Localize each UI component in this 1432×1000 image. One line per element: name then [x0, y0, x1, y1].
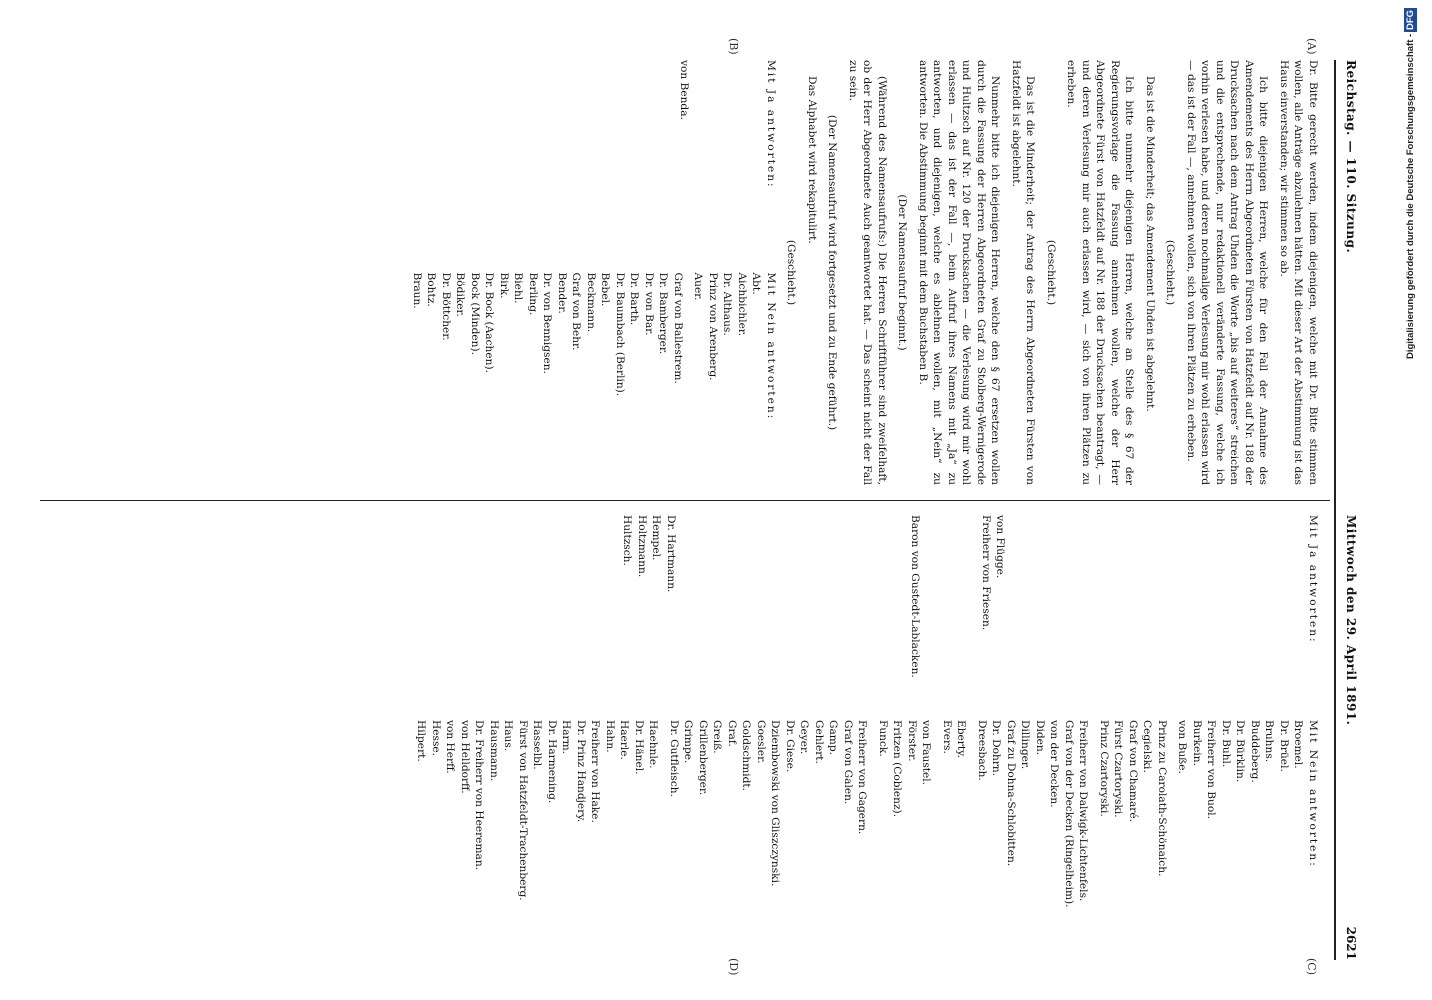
list-item: Dr. Althaus.	[721, 272, 734, 336]
margin-letter-b: (B)	[727, 38, 740, 55]
list-item: von Herff.	[444, 720, 457, 774]
list-item: Goesler.	[755, 720, 767, 764]
paragraph: Dr. Bitte gerecht werden, indem diejenigen, welche mit Dr. Bitte stimmen wollen, alle Anträge abzulehnen hätten. Mit dieser Art der Abstimmung ist das Haus einverstanden; wir stimmen so ab.	[1278, 60, 1319, 485]
page-header	[1324, 60, 1372, 960]
stage-note: (Geschieht.)	[785, 239, 798, 306]
list-item: Birk.	[498, 272, 510, 299]
header-date: Mittwoch den 29. April 1891.	[1344, 515, 1358, 726]
list-item: Grillenberger.	[697, 720, 709, 796]
right-column	[414, 515, 1320, 955]
list-item: Freiherr von Buol.	[1205, 720, 1218, 819]
ja-list	[410, 60, 779, 273]
list-item: Freiherr von Hake.	[589, 720, 602, 823]
paragraph: Das ist die Minderheit; der Antrag des Herrn Abgeordneten Fürsten von Hatzfeldt ist abgelehnt.	[1010, 60, 1037, 485]
list-item: Funck.	[877, 720, 889, 757]
list-item: von Benda.	[678, 60, 691, 120]
list-item: Dr. Barth.	[628, 272, 641, 326]
margin-letter-c: (C)	[1305, 958, 1318, 975]
list-item: Hesse.	[430, 720, 442, 757]
paragraph: Das ist die Minderheit; das Amendement Uhden ist abgelehnt.	[1144, 76, 1156, 412]
list-item: Haerle.	[618, 720, 631, 760]
list-item: Dreesbach.	[976, 720, 988, 781]
list-item: Dr. Böttcher.	[440, 272, 452, 341]
list-item: Graf von Chamaré.	[1127, 720, 1139, 822]
list-item: Graf von Galen.	[842, 720, 854, 805]
stage-note: (Der Namensaufruf wird fortgesetzt und zu Ende geführt.)	[826, 114, 839, 431]
list-item: Hasselbl.	[531, 720, 544, 770]
list-item: Dziembowski von Gliszczynski.	[769, 720, 782, 887]
paragraph: Das Alphabet wird rekapitulirt.	[806, 76, 818, 244]
list-item: Dr. Hartmann.	[665, 515, 677, 593]
list-item: Evers.	[941, 720, 953, 754]
list-item: Dr. Bamberger.	[657, 272, 670, 355]
list-item: Freiherr von Friesen.	[980, 515, 992, 631]
list-item: Dr. Prinz Handjery.	[575, 720, 587, 823]
margin-letter-d: (D)	[727, 958, 740, 976]
credit-text: Digitalisierung gefördert durch die Deutsche Forschungsgemeinschaft -	[1405, 34, 1416, 360]
list-item: Graf von Ballestrem.	[672, 272, 684, 384]
paragraph: (Während des Namensaufrufs:) Die Herren Schriftführer sind zweifelhaft, ob der Herr Abgeordnete Auch geantwortet hat. — Das scheint nicht der Fall zu sein.	[847, 60, 888, 485]
vote-lists	[410, 60, 779, 485]
ja-header: Mit Ja antworten:	[765, 60, 777, 189]
list-item: Hausmann.	[488, 720, 500, 782]
list-item: Gamp.	[827, 720, 840, 755]
header-left: Reichstag. — 110. Sitzung.	[1344, 60, 1358, 254]
list-item: Burkein.	[1191, 720, 1203, 766]
list-item: Bebel.	[599, 272, 612, 307]
vote-lists	[414, 515, 1320, 955]
list-item: Dr. Freiherr von Heereman.	[473, 720, 486, 871]
list-item: Beckmann.	[585, 272, 597, 333]
nein-header: Mit Nein antworten:	[765, 272, 777, 421]
list-item: Prinz zu Carolath-Schönaich.	[1156, 720, 1168, 877]
list-item: Holtzmann.	[636, 515, 648, 578]
list-item: Greiß.	[711, 720, 724, 754]
column-divider	[40, 500, 1330, 501]
list-item: Dr. Gutfleisch.	[668, 720, 680, 797]
list-item: Förster.	[906, 720, 918, 762]
list-item: Hultzsch.	[621, 515, 634, 566]
list-item: Bruhns.	[1263, 720, 1276, 763]
list-item: Geyer.	[798, 720, 811, 755]
list-item: Braun.	[411, 272, 423, 309]
list-item: Goldschmidt.	[740, 720, 753, 792]
list-item: Dr. Brüel.	[1278, 720, 1290, 772]
list-item: Fritzen (Coblenz).	[891, 720, 904, 818]
list-item: Prinz Czartoryski.	[1098, 720, 1110, 817]
credit-strip	[1404, 8, 1426, 992]
list-item: Hahn.	[604, 720, 616, 753]
list-item: Dillinger.	[1019, 720, 1032, 770]
list-item: Graf von Behr.	[570, 272, 583, 351]
list-item: Cegielski.	[1141, 720, 1154, 773]
nein-list	[414, 720, 1320, 955]
nein-header: Mit Nein antworten:	[1307, 720, 1319, 868]
nein-list	[410, 273, 779, 486]
list-item: Abt.	[750, 272, 763, 295]
list-item: Bock (Minden).	[469, 272, 481, 355]
paragraph: Ich bitte nunmehr diejenigen Herren, welche an Stelle des § 67 der Regierungsvorlage die Fassung annehmen wollen, welche der Herr Abgeordnete Fürst von Hatzfeldt auf Nr. 188 der Drucksachen beantragt, — und deren Verlesung mir auch erlassen wird, — sich von ihren Plätzen zu erheben.	[1065, 60, 1136, 485]
list-item: Hempel.	[650, 515, 663, 561]
list-item: Broemel.	[1292, 720, 1305, 769]
margin-letter-a: (A)	[1305, 38, 1318, 55]
list-item: Dr. Hänel.	[633, 720, 645, 775]
list-item: Dr. Giese.	[784, 720, 796, 773]
list-item: Bohtz.	[425, 272, 438, 307]
paragraph: Nunmehr bitte ich diejenigen Herren, welche den § 67 ersetzen wollen durch die Fassung der Herren Abgeordneten Graf zu Stolberg-Wernigerode und Hultzsch auf Nr. 120 der Drucksachen — die Verlesung wird mir wohl erlassen — das ist der Fall —, beim Aufruf ihres Namens mit „Ja“ zu antworten, und diejenigen, welche es ablehnen wollen, mit „Nein“ zu antworten. Die Abstimmung beginnt mit dem Buchstaben B.	[917, 60, 1002, 485]
list-item: Fürst von Hatzfeldt-Trachenberg.	[517, 720, 529, 901]
list-item: Graf zu Dohna-Schlobitten.	[1005, 720, 1017, 867]
list-item: Haehnle.	[647, 720, 660, 769]
list-item: Dr. Harmening.	[546, 720, 558, 804]
list-item: von Faustel.	[920, 720, 933, 786]
list-item: Diden.	[1034, 720, 1046, 756]
list-item: Harm.	[560, 720, 573, 755]
list-item: Dr. Dohrn.	[990, 720, 1003, 777]
list-item: Dr. Baumbach (Berlin).	[614, 272, 626, 397]
list-item: Freiherr von Dalwigk-Lichtenfels.	[1077, 720, 1090, 902]
header-rule	[1334, 60, 1336, 960]
list-item: Dr. von Bennigsen.	[541, 272, 554, 374]
dfg-badge: DFG	[1405, 10, 1416, 31]
list-item: Dr. Buhl.	[1220, 720, 1232, 768]
list-item: Berling.	[527, 272, 539, 316]
list-item: Hilpert.	[415, 720, 428, 762]
stage-note: (Geschieht.)	[1045, 239, 1057, 306]
list-item: Auer.	[692, 272, 705, 301]
page-number: 2621	[1344, 926, 1358, 960]
list-item: von Helldorff.	[459, 720, 471, 794]
ja-header: Mit Ja antworten:	[1307, 515, 1319, 644]
list-item: Dr. Bock (Aachen).	[483, 272, 496, 373]
ja-list	[414, 515, 1320, 720]
list-item: Freiherr von Gagern.	[856, 720, 869, 835]
list-item: von Buße.	[1176, 720, 1189, 774]
paragraph: Ich bitte diejenigen Herren, welche für den Fall der Annahme des Amendements des Herrn Abgeordneten Fürsten von Hatzfeldt auf Nr. 188 der Drucksachen nach dem Antrag Uhden die Worte „bis auf weiteres“ streichen und die entsprechende, nur redaktionell veränderte Fassung, welche ich vorhin verlesen habe, und deren nochmalige Verlesung mir wohl erlassen wird — das ist der Fall —, annehmen wollen, sich von ihren Plätzen zu erheben.	[1185, 60, 1270, 485]
list-item: Graf von der Decken (Ringelheim).	[1063, 720, 1075, 908]
list-item: Aichbichler.	[736, 272, 748, 337]
list-item: Bödiker.	[454, 272, 467, 317]
list-item: von der Decken.	[1048, 720, 1061, 808]
left-column	[410, 60, 1321, 485]
stage-note: (Geschieht.)	[1164, 239, 1177, 306]
list-item: Fürst Czartoryski.	[1112, 720, 1125, 818]
list-item: Grimpe.	[682, 720, 695, 764]
list-item: Bender.	[556, 272, 568, 314]
list-item: Prinz von Arenberg.	[707, 272, 719, 381]
list-item: Eberty.	[955, 720, 968, 759]
list-item: Dr. von Bar.	[643, 272, 655, 336]
list-item: Baron von Gustedt-Lablacken.	[909, 515, 922, 678]
list-item: Buddeberg.	[1249, 720, 1261, 783]
stage-note: (Der Namensaufruf beginnt.)	[896, 194, 909, 351]
list-item: Gehlert.	[813, 720, 825, 764]
list-item: Biehl.	[512, 272, 525, 304]
list-item: Graf.	[726, 720, 738, 747]
list-item: von Flügge.	[994, 515, 1007, 579]
list-item: Haus.	[502, 720, 515, 752]
list-item: Dr. Bürklin.	[1234, 720, 1247, 783]
